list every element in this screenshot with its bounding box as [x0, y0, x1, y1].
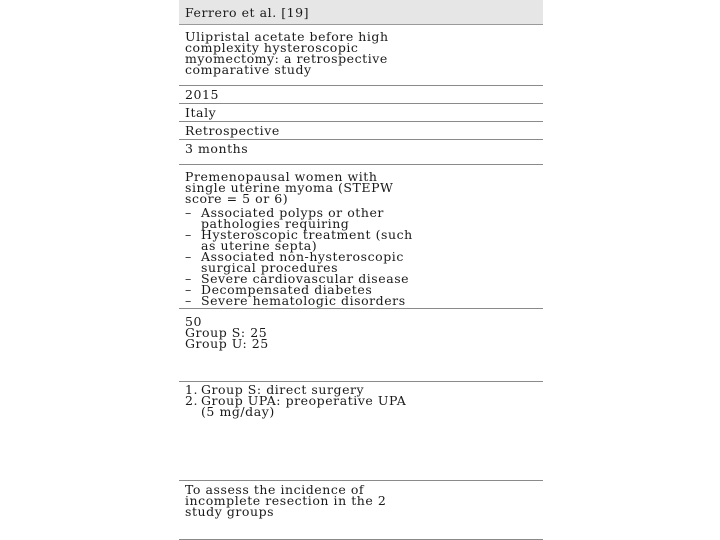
exclusion-text: Severe hematologic disorders: [201, 293, 406, 308]
study-design: Retrospective: [185, 123, 280, 138]
study-title-row: [179, 25, 543, 86]
population-line: score = 5 or 6): [185, 191, 289, 206]
exclusion-text: Associated non-hysteroscopic: [201, 249, 404, 264]
exclusion-list: [185, 207, 413, 306]
study-duration: 3 months: [185, 141, 249, 156]
study-title-line: complexity hysteroscopic: [185, 40, 359, 55]
groups-list: [185, 384, 406, 417]
list-marker: 1.: [185, 382, 199, 397]
sample-line: Group U: 25: [185, 336, 269, 351]
sample-line: Group S: 25: [185, 325, 268, 340]
exclusion-text: Decompensated diabetes: [201, 282, 373, 297]
study-sample-row: [179, 309, 543, 382]
aim-line: incomplete resection in the 2: [185, 493, 387, 508]
population-line: Premenopausal women with: [185, 169, 378, 184]
list-marker: –: [185, 205, 192, 220]
study-title-line: myomectomy: a retrospective: [185, 51, 388, 66]
exclusion-text: Hysteroscopic treatment (such: [201, 227, 413, 242]
group-text: Group UPA: preoperative UPA: [201, 393, 407, 408]
study-year: 2015: [185, 87, 220, 102]
exclusion-text: as uterine septa): [201, 238, 318, 253]
study-title-line: Ulipristal acetate before high: [185, 29, 389, 44]
population-line: single uterine myoma (STEPW: [185, 180, 394, 195]
exclusion-text: surgical procedures: [201, 260, 339, 275]
group-text: Group S: direct surgery: [201, 382, 365, 397]
group-text: (5 mg/day): [201, 404, 275, 419]
study-year-row: [179, 86, 543, 104]
list-marker: –: [185, 249, 192, 264]
sample-line: 50: [185, 314, 203, 329]
study-groups-row: [179, 382, 543, 481]
study-country-row: [179, 104, 543, 122]
aim-line: study groups: [185, 504, 275, 519]
list-marker: –: [185, 282, 192, 297]
exclusion-text: pathologies requiring: [201, 216, 350, 231]
aim-line: To assess the incidence of: [185, 482, 365, 497]
study-table-column: [179, 0, 543, 540]
study-design-row: [179, 122, 543, 140]
study-reference-header: [179, 0, 543, 25]
list-marker: 2.: [185, 393, 199, 408]
study-title-line: comparative study: [185, 62, 312, 77]
study-population-row: [179, 165, 543, 207]
list-marker: –: [185, 271, 192, 286]
study-aim-row: [179, 481, 543, 540]
list-marker: –: [185, 293, 192, 308]
list-marker: –: [185, 227, 192, 242]
exclusion-item: [185, 295, 413, 306]
exclusion-text: Severe cardiovascular disease: [201, 271, 410, 286]
study-country: Italy: [185, 105, 217, 120]
study-reference: Ferrero et al. [19]: [185, 5, 310, 20]
study-duration-row: [179, 140, 543, 165]
study-exclusion-row: [179, 207, 543, 309]
exclusion-text: Associated polyps or other: [201, 205, 384, 220]
